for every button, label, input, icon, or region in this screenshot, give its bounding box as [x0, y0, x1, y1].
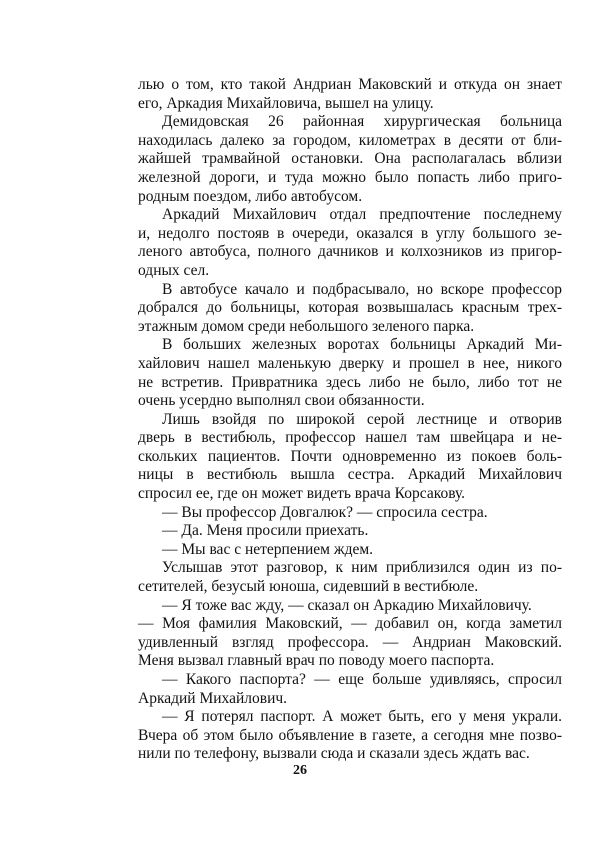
paragraph — [138, 522, 562, 541]
body-text — [138, 76, 562, 764]
text-line: одных сел. — [138, 261, 210, 279]
text-line: добрался до больницы, которая возвышалась красным трех- — [138, 299, 562, 317]
text-line: — Моя фамилия Маковский, — добавил он, когда заметил — [138, 615, 562, 633]
paragraph — [138, 541, 562, 560]
paragraph — [138, 504, 562, 523]
text-line: — Какого паспорта? — еще больше удивляясь, спросил — [162, 671, 562, 688]
text-line: дверь в вестибюль, профессор нашел там швейцара и не- — [138, 429, 562, 447]
text-line: Демидовская 26 районная хирургическая больница — [162, 113, 562, 131]
text-line: родным поездом, либо автобусом. — [138, 187, 363, 205]
paragraph — [138, 336, 562, 410]
text-line: Вчера об этом было объявление в газете, а сегодня мне позво- — [138, 726, 562, 744]
text-line: лью о том, кто такой Андриан Маковский и откуда он знает — [138, 76, 562, 93]
paragraph — [138, 113, 562, 206]
paragraph — [138, 559, 562, 596]
text-line: Лишь взойдя по широкой серой лестнице и отворив — [162, 410, 562, 428]
text-line: Услышав этот разговор, к ним приблизился один из по- — [162, 559, 562, 577]
text-line: — Мы вас с нетерпением ждем. — [162, 540, 374, 558]
text-line: спросил ее, где он может видеть врача Корсакову. — [138, 485, 466, 503]
paragraph — [138, 708, 562, 764]
text-line: нили по телефону, вызвали сюда и сказали здесь ждать вас. — [138, 745, 530, 763]
text-line: В больших железных воротах больницы Аркадий Ми- — [162, 336, 562, 354]
text-line: железной дороги, и туда можно было попасть либо приго- — [138, 168, 562, 186]
paragraph — [138, 206, 562, 280]
text-line: жайшей трамвайной остановки. Она располагалась вблизи — [138, 150, 562, 168]
text-line: и, недолго постояв в очереди, оказался в углу большого зе- — [138, 224, 562, 242]
text-line: этажным домом среди небольшого зеленого парка. — [138, 317, 475, 335]
text-line: Аркадий Михайлович. — [138, 689, 288, 707]
text-line: ницы в вестибюль вышла сестра. Аркадий Михайлович — [138, 466, 562, 484]
paragraph — [138, 597, 562, 616]
text-line: скольких пациентов. Почти одновременно из покоев боль- — [138, 447, 562, 465]
text-line: его, Аркадия Михайловича, вышел на улицу. — [138, 94, 434, 112]
text-line: удивленный взгляд профессора. — Андриан Маковский. — [138, 633, 562, 651]
text-line: Аркадий Михайлович отдал предпочтение последнему — [162, 206, 562, 224]
paragraph — [138, 411, 562, 504]
text-line: — Я тоже вас жду, — сказал он Аркадию Михайловичу. — [162, 596, 532, 614]
text-line: находилась далеко за городом, километрах в десяти от бли- — [138, 131, 562, 149]
paragraph — [138, 281, 562, 337]
paragraph — [138, 76, 562, 113]
paragraph — [138, 671, 562, 708]
text-line: хайлович нашел маленькую дверку и прошел в нее, никого — [138, 354, 562, 372]
text-line: очень усердно выполнял свои обязанности. — [138, 392, 425, 410]
text-line: Меня вызвал главный врач по поводу моего паспорта. — [138, 652, 495, 670]
page-number: 26 — [293, 763, 307, 778]
text-line: леного автобуса, полного дачников и колхозников из пригор- — [138, 243, 562, 261]
text-line: В автобусе качало и подбрасывало, но вскоре профессор — [162, 280, 562, 298]
text-line: сетителей, безусый юноша, сидевший в вестибюле. — [138, 578, 479, 596]
text-line: — Вы профессор Довгалюк? — спросила сестра. — [162, 503, 488, 521]
text-line: — Я потерял паспорт. А может быть, его у меня украли. — [162, 708, 562, 726]
text-line: — Да. Меня просили приехать. — [162, 522, 369, 540]
paragraph — [138, 615, 562, 671]
text-line: не встретив. Привратника здесь либо не было, либо тот не — [138, 373, 562, 391]
